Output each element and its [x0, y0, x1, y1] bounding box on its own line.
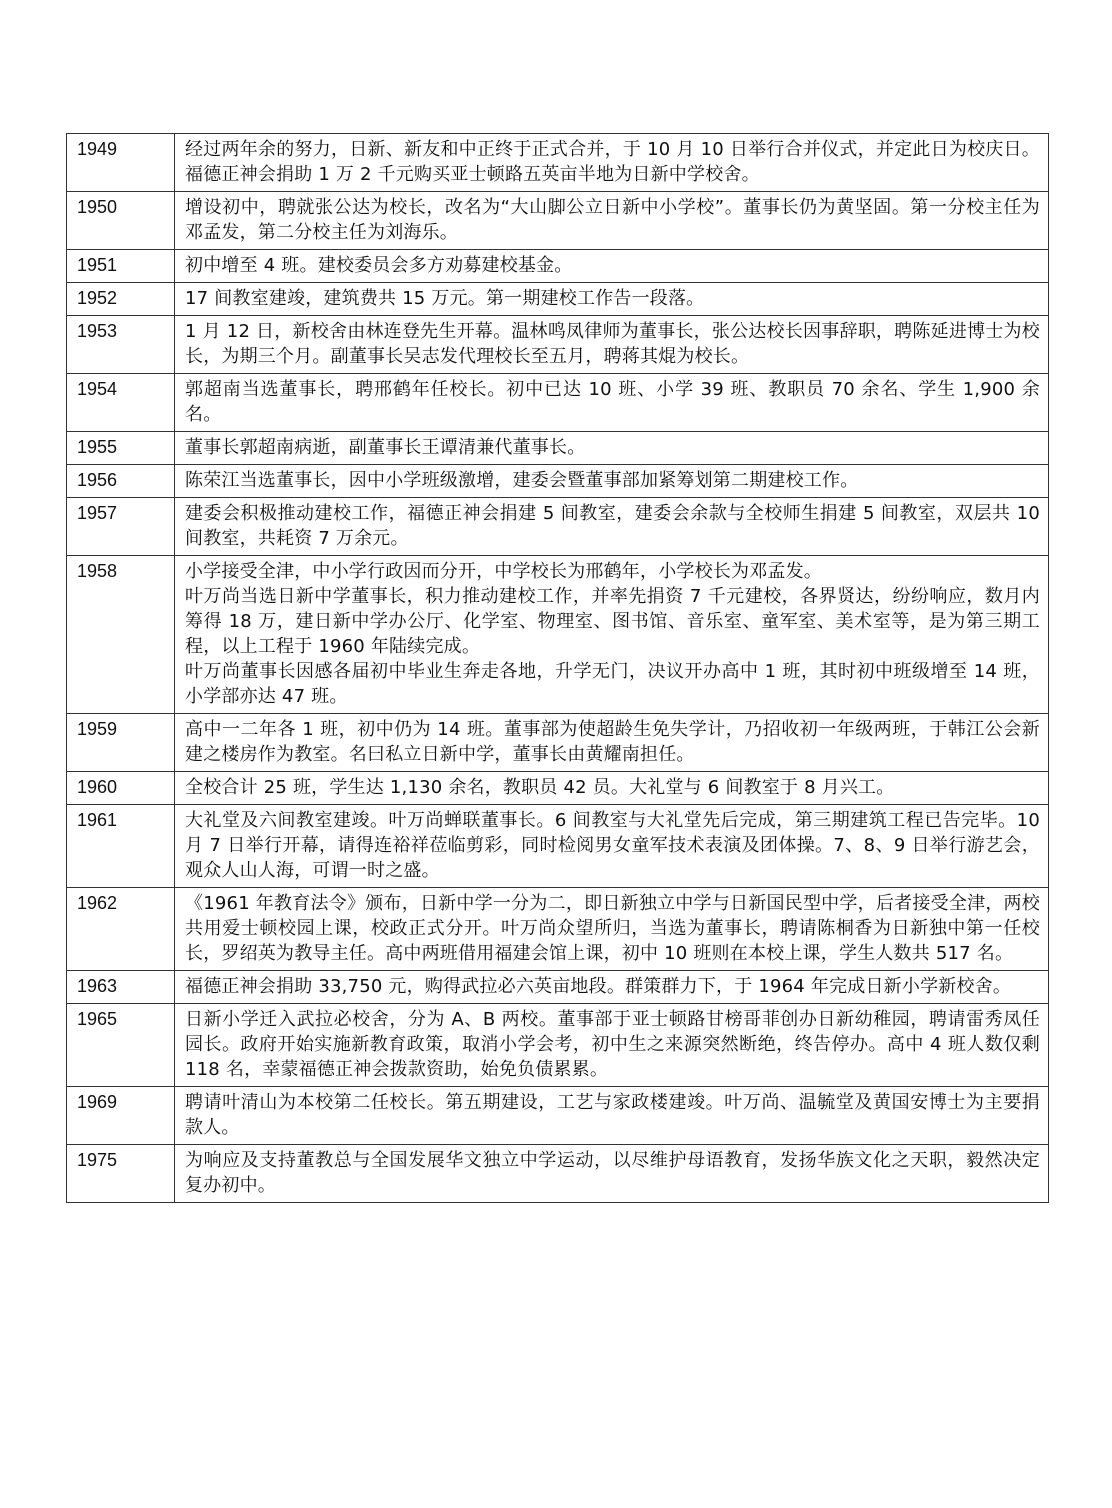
description-cell	[175, 714, 1049, 772]
year-cell: 1969	[67, 1087, 175, 1145]
description-cell	[175, 250, 1049, 283]
year-cell: 1952	[67, 283, 175, 316]
description-paragraph: 建委会积极推动建校工作，福德正神会捐建 5 间教室，建委会余款与全校师生捐建 5 间教室，双层共 10 间教室，共耗资 7 万余元。	[185, 503, 1040, 549]
description-cell	[175, 1087, 1049, 1145]
description-paragraph: 高中一二年各 1 班，初中仍为 14 班。董事部为使超龄生免失学计，乃招收初一年级两班，于韩江公会新建之楼房作为教室。名曰私立日新中学，董事长由黄耀南担任。	[185, 719, 1040, 765]
description-paragraph: 福德正神会捐助 33,750 元，购得武拉必六英亩地段。群策群力下，于 1964 年完成日新小学新校舍。	[185, 976, 1012, 997]
year-cell: 1953	[67, 316, 175, 374]
table-row	[67, 556, 1049, 714]
year-cell: 1949	[67, 134, 175, 192]
year-cell: 1956	[67, 465, 175, 498]
year-cell: 1960	[67, 772, 175, 805]
description-paragraph: 日新小学迁入武拉必校舍，分为 A、B 两校。董事部于亚士顿路甘榜哥菲创办日新幼稚园，聘请雷秀凤任园长。政府开始实施新教育政策，取消小学会考，初中生之来源突然断绝，终告停办。高中 4 班人数仅剩 118 名，幸蒙福德正神会拨款资助，始免负债累累。	[185, 1009, 1040, 1080]
year-cell: 1957	[67, 498, 175, 556]
year-cell: 1975	[67, 1145, 175, 1203]
year-cell: 1959	[67, 714, 175, 772]
table-row	[67, 316, 1049, 374]
description-cell	[175, 283, 1049, 316]
year-cell: 1961	[67, 805, 175, 888]
table-row	[67, 1087, 1049, 1145]
table-row	[67, 432, 1049, 465]
description-paragraph: 董事长郭超南病逝，副董事长王谭清兼代董事长。	[185, 437, 586, 458]
table-row	[67, 714, 1049, 772]
description-paragraph: 17 间教室建竣，建筑费共 15 万元。第一期建校工作告一段落。	[185, 288, 705, 309]
table-row	[67, 283, 1049, 316]
timeline-table	[66, 133, 1049, 1203]
description-paragraph: 大礼堂及六间教室建竣。叶万尚蝉联董事长。6 间教室与大礼堂先后完成，第三期建筑工程已告完毕。10 月 7 日举行开幕，请得连裕祥莅临剪彩，同时检阅男女童军技术表演及团体操。7、8、9 日举行游艺会，观众人山人海，可谓一时之盛。	[185, 810, 1040, 881]
description-paragraph: 增设初中，聘就张公达为校长，改名为“大山脚公立日新中小学校”。董事长仍为黄坚固。第一分校主任为邓孟发，第二分校主任为刘海乐。	[185, 197, 1040, 243]
description-cell	[175, 316, 1049, 374]
description-paragraph: 《1961 年教育法令》颁布，日新中学一分为二，即日新独立中学与日新国民型中学，后者接受全津，两校共用爱士顿校园上课，校政正式分开。叶万尚众望所归，当选为董事长，聘请陈桐香为日新独中第一任校长，罗绍英为教导主任。高中两班借用福建会馆上课，初中 10 班则在本校上课，学生人数共 517 名。	[185, 893, 1040, 964]
table-row	[67, 134, 1049, 192]
description-paragraph: 郭超南当选董事长，聘邢鹤年任校长。初中已达 10 班、小学 39 班、教职员 70 余名、学生 1,900 余名。	[185, 379, 1040, 425]
document-page	[66, 133, 1048, 1203]
description-cell	[175, 432, 1049, 465]
year-cell: 1954	[67, 374, 175, 432]
table-row	[67, 465, 1049, 498]
description-paragraph: 叶万尚当选日新中学董事长，积力推动建校工作，并率先捐资 7 千元建校，各界贤达，纷纷响应，数月内筹得 18 万，建日新中学办公厅、化学室、物理室、图书馆、音乐室、童军室、美术室等，是为第三期工程，以上工程于 1960 年陆续完成。	[185, 586, 1040, 657]
description-cell	[175, 971, 1049, 1004]
description-paragraph: 为响应及支持董教总与全国发展华文独立中学运动，以尽维护母语教育，发扬华族文化之天职，毅然决定复办初中。	[185, 1150, 1040, 1196]
description-paragraph: 聘请叶清山为本校第二任校长。第五期建设，工艺与家政楼建竣。叶万尚、温毓堂及黄国安博士为主要捐款人。	[185, 1092, 1040, 1138]
table-row	[67, 1004, 1049, 1087]
description-cell	[175, 805, 1049, 888]
description-cell	[175, 556, 1049, 714]
table-row	[67, 805, 1049, 888]
description-cell	[175, 888, 1049, 971]
year-cell: 1951	[67, 250, 175, 283]
description-cell	[175, 374, 1049, 432]
table-row	[67, 498, 1049, 556]
table-row	[67, 192, 1049, 250]
description-paragraph: 1 月 12 日，新校舍由林连登先生开幕。温林鸣凤律师为董事长，张公达校长因事辞职，聘陈延进博士为校长，为期三个月。副董事长吴志发代理校长至五月，聘蒋其焜为校长。	[185, 321, 1040, 367]
table-row	[67, 888, 1049, 971]
year-cell: 1958	[67, 556, 175, 714]
table-row	[67, 971, 1049, 1004]
year-cell: 1955	[67, 432, 175, 465]
description-paragraph: 叶万尚董事长因感各届初中毕业生奔走各地，升学无门，决议开办高中 1 班，其时初中班级增至 14 班，小学部亦达 47 班。	[185, 661, 1040, 707]
table-row	[67, 374, 1049, 432]
description-cell	[175, 1004, 1049, 1087]
description-paragraph: 陈荣江当选董事长，因中小学班级激增，建委会暨董事部加紧筹划第二期建校工作。	[185, 470, 859, 491]
description-paragraph: 全校合计 25 班，学生达 1,130 余名，教职员 42 员。大礼堂与 6 间教室于 8 月兴工。	[185, 777, 895, 798]
table-row	[67, 1145, 1049, 1203]
description-cell	[175, 134, 1049, 192]
year-cell: 1963	[67, 971, 175, 1004]
timeline-table-body	[67, 134, 1049, 1203]
description-paragraph: 小学接受全津，中小学行政因而分开，中学校长为邢鹤年，小学校长为邓孟发。	[185, 561, 822, 582]
year-cell: 1950	[67, 192, 175, 250]
description-cell	[175, 192, 1049, 250]
description-cell	[175, 498, 1049, 556]
table-row	[67, 772, 1049, 805]
year-cell: 1962	[67, 888, 175, 971]
description-paragraph: 经过两年余的努力，日新、新友和中正终于正式合并，于 10 月 10 日举行合并仪式，并定此日为校庆日。福德正神会捐助 1 万 2 千元购买亚士顿路五英亩半地为日新中学校舍。	[185, 139, 1040, 185]
description-cell	[175, 772, 1049, 805]
description-paragraph: 初中增至 4 班。建校委员会多方劝募建校基金。	[185, 255, 573, 276]
table-row	[67, 250, 1049, 283]
description-cell	[175, 465, 1049, 498]
year-cell: 1965	[67, 1004, 175, 1087]
description-cell	[175, 1145, 1049, 1203]
